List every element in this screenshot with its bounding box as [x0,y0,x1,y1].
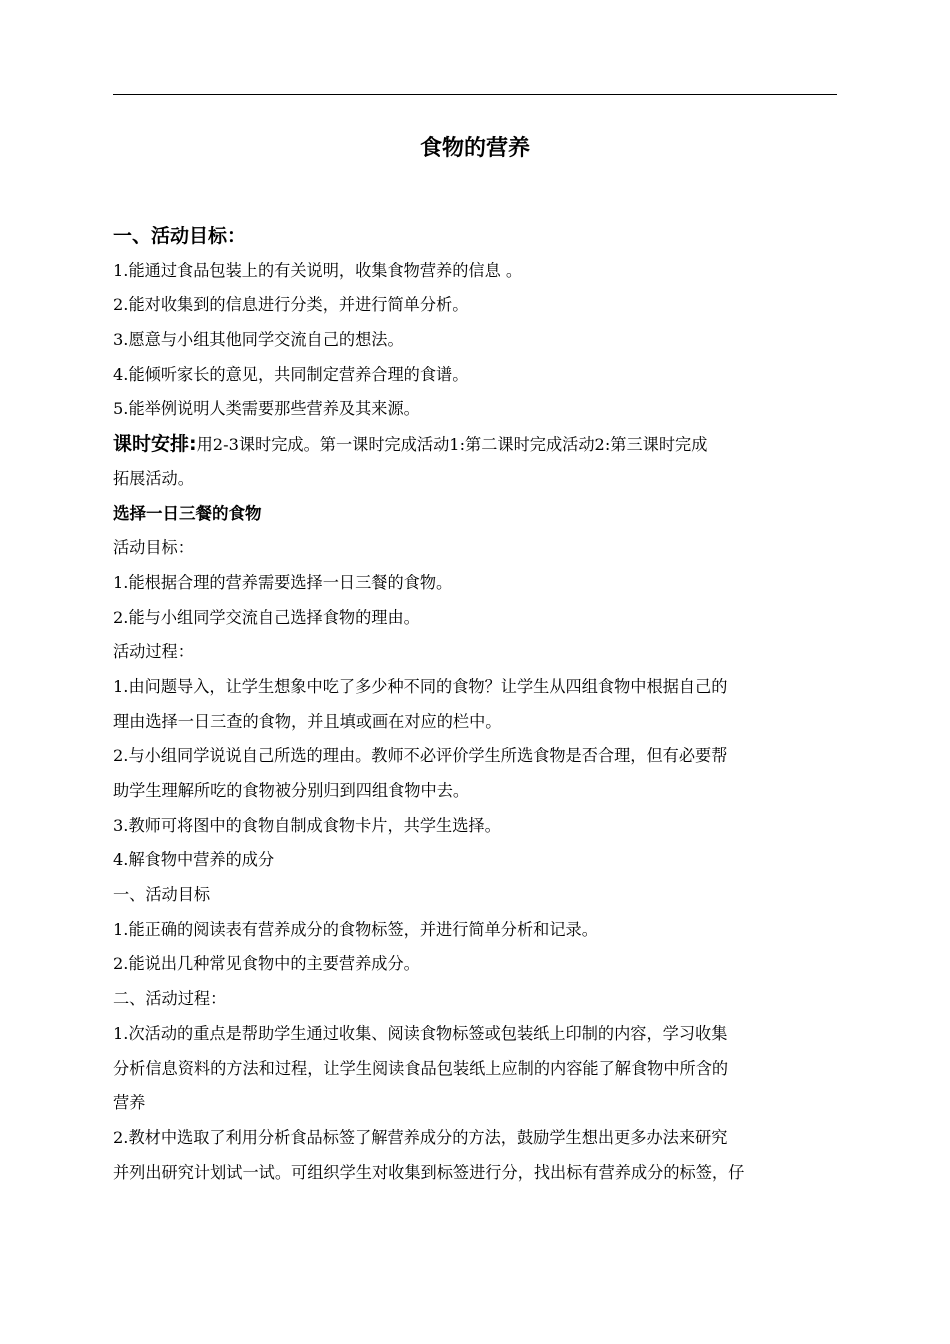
activity1-goal-item: 2.能与小组同学交流自己选择食物的理由。 [113,607,420,627]
activity2-process-label: 二、活动过程： [113,989,227,1009]
activity2-process-line: 并列出研究计划试一试。可组织学生对收集到标签进行分，找出标有营养成分的标签，仔 [113,1162,745,1182]
activity1-process-line: 1.由问题导入，让学生想象中吃了多少种不同的食物？让学生从四组食物中根据自己的 [113,676,728,696]
activity1-process-line: 助学生理解所吃的食物被分别归到四组食物中去。 [113,781,470,800]
activity2-process-line: 分析信息资料的方法和过程，让学生阅读食品包装纸上应制的内容能了解食物中所含的 [113,1058,729,1078]
goal-item: 5.能举例说明人类需要那些营养及其来源。 [113,399,420,419]
activity1-heading: 选择一日三餐的食物 [113,503,262,523]
activity1-process-label: 活动过程： [113,642,194,662]
activity1-process-line: 2.与小组同学说说自己所选的理由。教师不必评价学生所选食物是否合理，但有必要帮 [113,746,728,766]
schedule-label: 课时安排: [113,433,197,456]
activity1-goals-label: 活动目标： [113,538,194,558]
schedule-continuation: 拓展活动。 [113,468,194,488]
goal-item: 4.能倾听家长的意见，共同制定营养合理的食谱。 [113,364,469,384]
schedule-line [113,427,837,462]
activity2-process-line: 2.教材中选取了利用分析食品标签了解营养成分的方法，鼓励学生想出更多办法来研究 [113,1127,728,1147]
activity2-process-line: 1.次活动的重点是帮助学生通过收集、阅读食物标签或包装纸上印制的内容，学习收集 [113,1023,728,1043]
activity2-heading: 4.解食物中营养的成分 [113,850,275,870]
goal-item: 2.能对收集到的信息进行分类，并进行简单分析。 [113,295,469,315]
goal-item: 1.能通过食品包装上的有关说明，收集食物营养的信息 。 [113,260,523,280]
activity2-goal-item: 1.能正确的阅读表有营养成分的食物标签，并进行简单分析和记录。 [113,919,598,939]
activity2-goals-label: 一、活动目标 [113,885,211,905]
activity2-goal-item: 2.能说出几种常见食物中的主要营养成分。 [113,954,420,974]
schedule-text: 用2-3课时完成。第一课时完成活动1:第二课时完成活动2:第三课时完成 [196,435,708,455]
header-rule [113,94,837,95]
section-heading-goals: 一、活动目标： [113,225,247,247]
document-body [113,219,837,1190]
activity1-process-line: 3.教师可将图中的食物自制成食物卡片，共学生选择。 [113,815,501,835]
activity1-process-line: 理由选择一日三查的食物，并且填或画在对应的栏中。 [113,711,502,731]
goal-item: 3.愿意与小组其他同学交流自己的想法。 [113,330,404,350]
document-title: 食物的营养 [419,136,530,161]
activity2-process-line: 营养 [113,1093,146,1113]
activity1-goal-item: 1.能根据合理的营养需要选择一日三餐的食物。 [113,572,453,592]
